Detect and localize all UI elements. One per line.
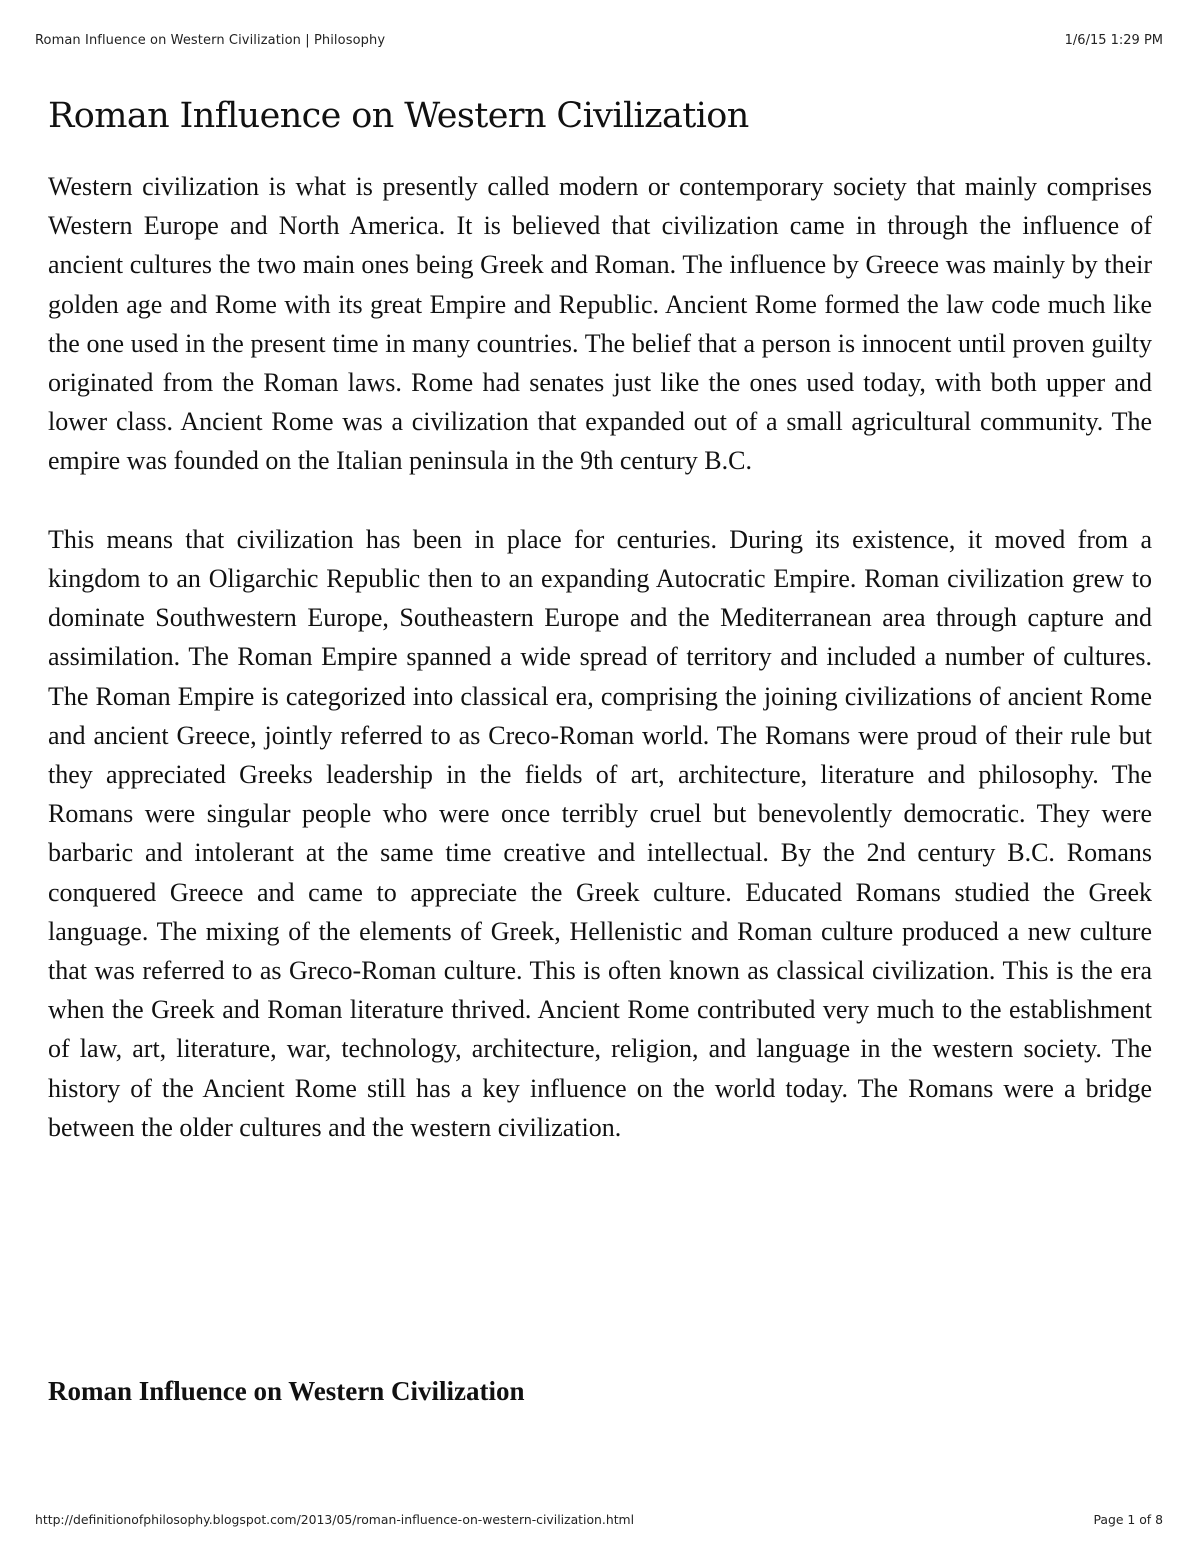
print-header-timestamp: 1/6/15 1:29 PM (1064, 33, 1163, 48)
print-footer-page-number: Page 1 of 8 (1093, 1512, 1163, 1527)
article-title: Roman Influence on Western Civilization (48, 96, 749, 136)
section-subheading: Roman Influence on Western Civilization (48, 1376, 525, 1406)
article-body (48, 167, 1152, 1147)
print-footer-url: http://definitionofphilosophy.blogspot.com/2013/05/roman-influence-on-western-civilization.html (35, 1512, 635, 1527)
article-paragraph: This means that civilization has been in place for centuries. During its existence, it moved from a kingdom to an Oligarchic Republic then to an expanding Autocratic Empire. Roman civilization grew to dominate Southwestern Europe, Southeastern Europe and the Mediterranean area through capture and assimilation. The Roman Empire spanned a wide spread of territory and included a number of cultures. The Roman Empire is categorized into classical era, comprising the joining civilizations of ancient Rome and ancient Greece, jointly referred to as Creco-Roman world. The Romans were proud of their rule but they appreciated Greeks leadership in the fields of art, architecture, literature and philosophy. The Romans were singular people who were once terribly cruel but benevolently democratic. They were barbaric and intolerant at the same time creative and intellectual. By the 2nd century B.C. Romans conquered Greece and came to appreciate the Greek culture. Educated Romans studied the Greek language. The mixing of the elements of Greek, Hellenistic and Roman culture produced a new culture that was referred to as Greco-Roman culture. This is often known as classical civilization. This is the era when the Greek and Roman literature thrived. Ancient Rome contributed very much to the establishment of law, art, literature, war, technology, architecture, religion, and language in the western society. The history of the Ancient Rome still has a key influence on the world today. The Romans were a bridge between the older cultures and the western civilization. (48, 524, 1152, 1142)
article-paragraph: Western civilization is what is presently called modern or contemporary society that mainly comprises Western Europe and North America. It is believed that civilization came in through the influence of ancient cultures the two main ones being Greek and Roman. The influence by Greece was mainly by their golden age and Rome with its great Empire and Republic. Ancient Rome formed the law code much like the one used in the present time in many countries. The belief that a person is innocent until proven guilty originated from the Roman laws. Rome had senates just like the ones used today, with both upper and lower class. Ancient Rome was a civilization that expanded out of a small agricultural community. The empire was founded on the Italian peninsula in the 9th century B.C. (48, 172, 1152, 476)
print-header-title: Roman Influence on Western Civilization | Philosophy (35, 33, 386, 48)
